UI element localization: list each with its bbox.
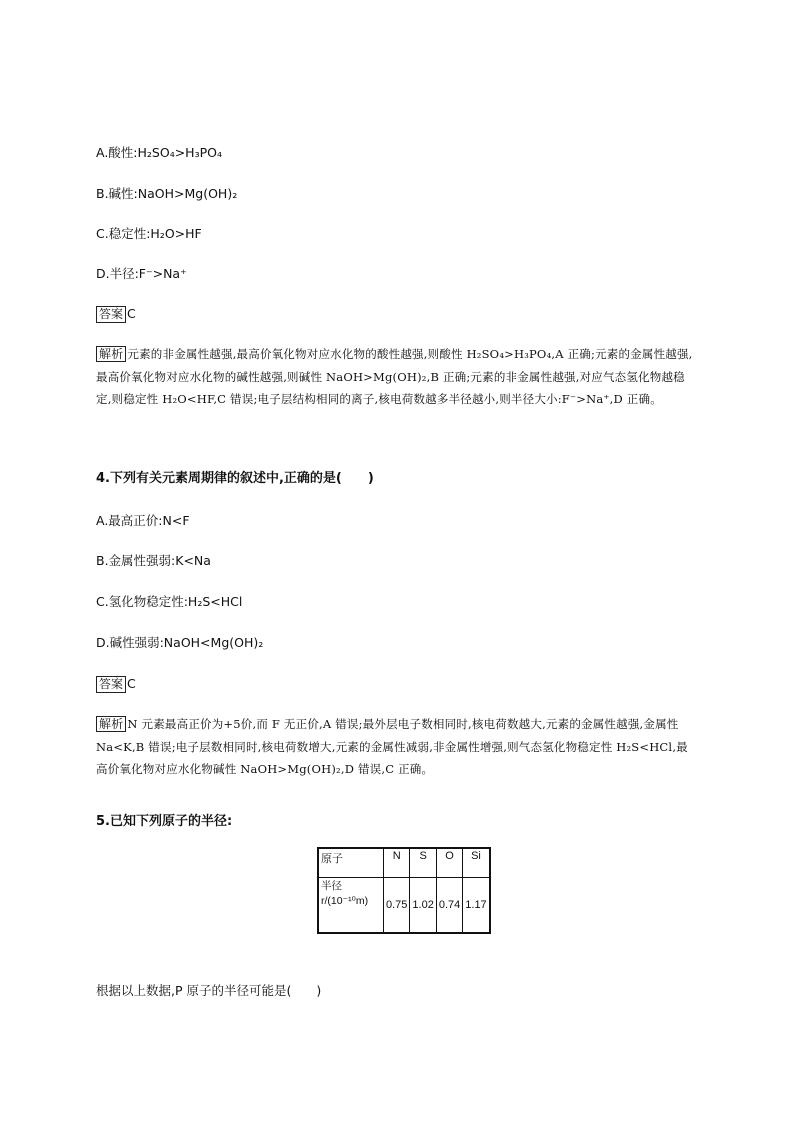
q4-explanation: [96, 713, 696, 781]
atom-cell: Si: [463, 848, 490, 878]
atom-cell: N: [384, 848, 410, 878]
atom-radius-table: [317, 847, 491, 934]
q3-option-d: D.半径:F⁻>Na⁺: [96, 266, 187, 281]
radius-cell: 1.02: [410, 878, 436, 934]
explanation-tag: 解析: [96, 346, 126, 362]
q4-stem: 4.下列有关元素周期律的叙述中,正确的是( ): [96, 471, 374, 486]
answer-value: C: [127, 676, 136, 691]
answer-tag: 答案: [96, 676, 126, 693]
radius-cell: 0.74: [436, 878, 462, 934]
radius-cell: 0.75: [384, 878, 410, 934]
atom-cell: S: [410, 848, 436, 878]
answer-value: C: [127, 306, 136, 321]
q3-option-b: B.碱性:NaOH>Mg(OH)₂: [96, 186, 238, 201]
explanation-text: 元素的非金属性越强,最高价氧化物对应水化物的酸性越强,则酸性 H₂SO₄>H₃PO₄,A 正确;元素的金属性越强,最高价氧化物对应水化物的碱性越强,则碱性 NaOH>Mg(OH)₂,B 正确;元素的非金属性越强,对应气态氢化物越稳定,则稳定性 H₂O<HF,C 错误;电子层结构相同的离子,核电荷数越多半径越小,则半径大小:F⁻>Na⁺,D 正确。: [96, 347, 693, 406]
q3-answer: [96, 306, 136, 323]
q4-option-b: B.金属性强弱:K<Na: [96, 553, 211, 568]
atom-cell: O: [436, 848, 462, 878]
q3-explanation: [96, 343, 696, 411]
answer-tag: 答案: [96, 306, 126, 323]
q4-option-a: A.最高正价:N<F: [96, 513, 190, 528]
q4-option-d: D.碱性强弱:NaOH<Mg(OH)₂: [96, 635, 264, 650]
q5-stem: 5.已知下列原子的半径:: [96, 814, 233, 829]
table-header-row: [318, 848, 490, 878]
explanation-text: N 元素最高正价为+5价,而 F 无正价,A 错误;最外层电子数相同时,核电荷数越大,元素的金属性越强,金属性 Na<K,B 错误;电子层数相同时,核电荷数增大,元素的金属性减弱,非金属性增强,则气态氢化物稳定性 H₂S<HCl,最高价氧化物对应水化物碱性 NaOH>Mg(OH)₂,D 错误,C 正确。: [96, 717, 688, 776]
row-label-cell: 半径 r/(10⁻¹⁰m): [318, 878, 384, 934]
q5-question: 根据以上数据,P 原子的半径可能是( ): [96, 983, 322, 998]
q3-option-a: A.酸性:H₂SO₄>H₃PO₄: [96, 145, 222, 160]
q4-option-c: C.氢化物稳定性:H₂S<HCl: [96, 594, 243, 609]
table-value-row: [318, 878, 490, 934]
explanation-tag: 解析: [96, 716, 126, 732]
header-label-cell: 原子: [318, 848, 384, 878]
q4-answer: [96, 676, 136, 693]
q3-option-c: C.稳定性:H₂O>HF: [96, 226, 202, 241]
radius-cell: 1.17: [463, 878, 490, 934]
